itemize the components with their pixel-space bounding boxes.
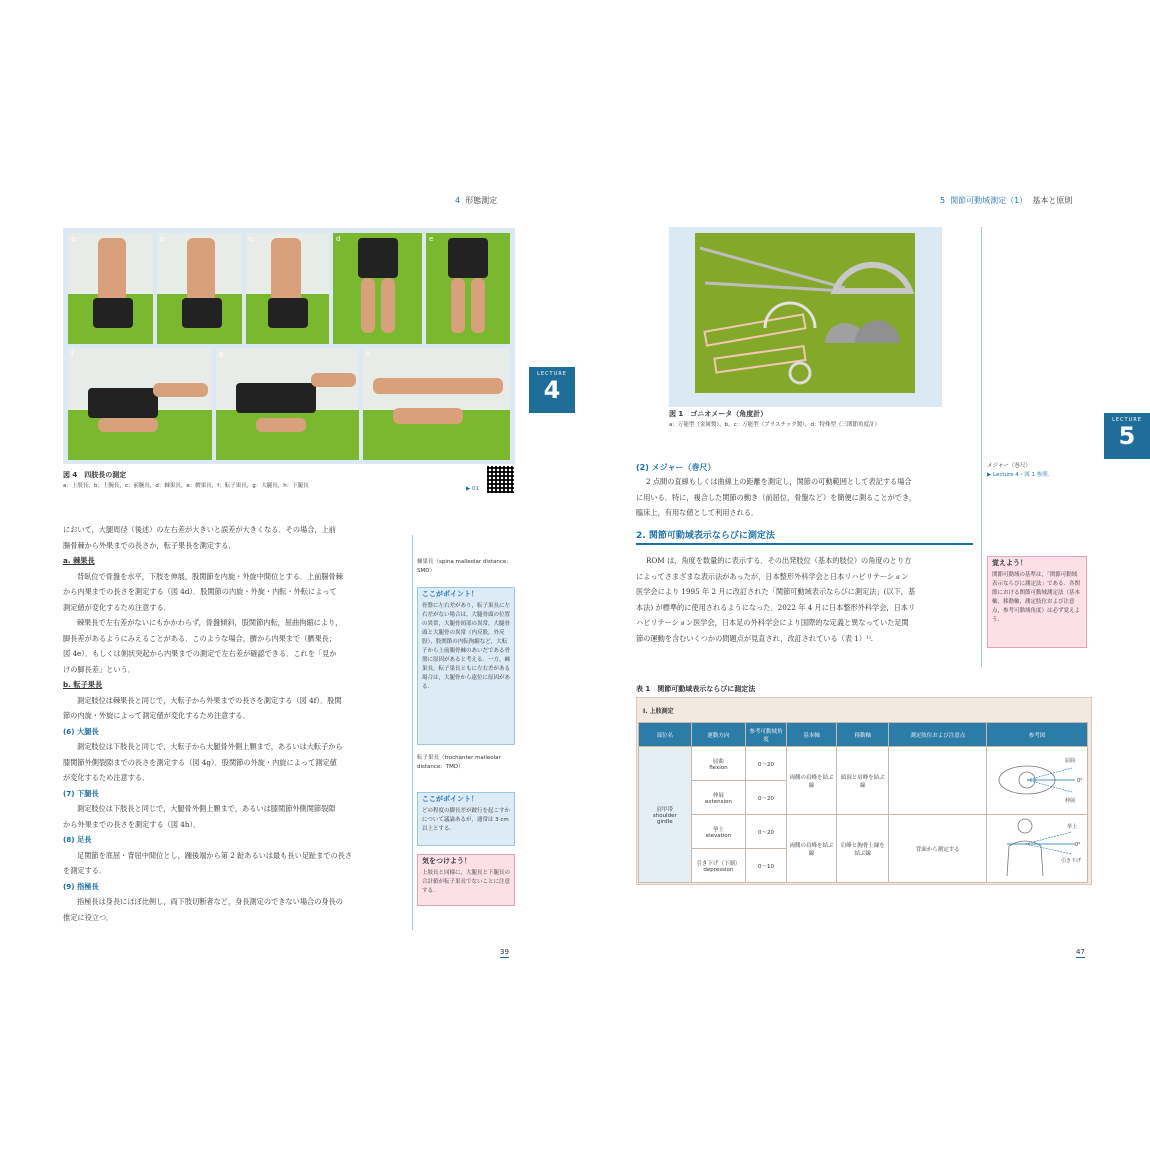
td-range-depression: 0〜10 (746, 849, 787, 883)
remember-head: 覚えよう！ (992, 559, 1027, 567)
photo-e: e (426, 233, 510, 344)
fig-label-flexion: 屈曲 (1065, 757, 1076, 764)
point-head-2: ここがポイント！ (422, 795, 478, 803)
td-base-axis-1: 両側の肩峰を結ぶ線 (786, 747, 836, 815)
td-ref-fig-2 (987, 815, 1088, 883)
th-move-axis: 移動軸 (837, 723, 889, 747)
td-motion-elevation: 挙上 elevation (691, 815, 746, 849)
tape-measure-text: 2 点間の直線もしくは曲線上の距離を測定し，関節の可動範囲として表記する場合 に用いる．特に，複合した関節の動き（前屈位，骨盤など）を簡便に測ることができ， 臨床上，有用な値として利用される． (636, 477, 917, 517)
shoulder-back-view-figure (987, 816, 1087, 880)
fig-label-depression: 引き下げ (1061, 857, 1082, 864)
fig-label-extension: 伸展 (1065, 797, 1076, 804)
lecture-5-tab: LECTURE 5 (1104, 413, 1150, 459)
th-motion: 運動方向 (691, 723, 746, 747)
goniometer-illustration (695, 233, 915, 393)
photo-f: f (68, 348, 212, 460)
table-1-section: I. 上肢測定 (643, 708, 674, 715)
right-running-head: 5 関節可動域測定（1） 基本と原則 (940, 196, 1073, 205)
tape-measure-side-note: メジャー（巻尺） ▶ Lecture 4・図 1 参照. (987, 463, 1050, 478)
right-margin-rule (981, 227, 982, 667)
th-ref-fig: 参考図 (987, 723, 1088, 747)
td-position-2: 背面から測定する (889, 815, 987, 883)
right-page-number: 47 (1076, 948, 1085, 956)
table-1-caption: 表 1 関節可動域表示ならびに測定法 (636, 685, 756, 693)
th-range: 参考可動域角度 (746, 723, 787, 747)
td-range-flexion: 0〜20 (746, 747, 787, 781)
left-margin-rule (412, 535, 413, 930)
qr-code (487, 466, 514, 493)
th-base-axis: 基本軸 (786, 723, 836, 747)
td-ref-fig-1 (987, 747, 1088, 815)
video-ref-link[interactable]: ▶ 01 (466, 486, 479, 492)
lecture-4-tab: LECTURE 4 (529, 367, 575, 413)
goniometer-photo (695, 233, 915, 393)
caution-box: 気をつけよう！ 上肢長と同様に，大腿長と下腿長の合計値が転子果長でないことに注意する． (417, 854, 515, 906)
left-running-head: 4 形態測定 (455, 196, 498, 205)
td-range-extension: 0〜20 (746, 781, 787, 815)
figure-1-caption-sub: a：万能型（金属製），b，c：万能型（プラスチック製），d：特殊型（三関節角度計） (669, 422, 880, 428)
photo-g: g (216, 348, 359, 460)
left-page-number: 39 (500, 948, 509, 956)
th-part: 部位名 (639, 723, 692, 747)
fig-label-zero-1: 0° (1077, 777, 1083, 784)
section-2-title: 2. 関節可動域表示ならびに測定法 (636, 528, 973, 545)
photo-c: c (246, 233, 329, 344)
point-box-2: ここがポイント！ どの程度の脚長差が跛行を起こすかについて議論あるが，通常は 3 cm 以上とする． (417, 792, 515, 846)
td-move-axis-1: 頭頂と肩峰を結ぶ線 (837, 747, 889, 815)
shoulder-top-view-figure (987, 750, 1087, 810)
point-box-1: ここがポイント！ 骨盤に左右差があり，転子果長に左右差がない場合は，大腿骨頭の位置の異常，大腿骨頸部の異常，大腿骨頭と大腿骨の異常（内反股，外反股），股関節の内転拘縮など，大転子から上前腸骨棘のあいだである骨盤に原因があると考える．一方，棘果長，転子果長ともに左右差がある場合は，大腿骨から遠位に原因がある． (417, 587, 515, 745)
point-head-1: ここがポイント！ (422, 590, 478, 598)
rom-table (638, 722, 1088, 883)
caution-head: 気をつけよう！ (422, 857, 471, 865)
td-motion-extension: 伸展 extension (691, 781, 746, 815)
figure-4-caption-title: 図 4 四肢長の測定 (63, 471, 127, 479)
td-motion-depression: 引き下げ（下制） depression (691, 849, 746, 883)
td-motion-flexion: 屈曲 flexion (691, 747, 746, 781)
td-position-1 (889, 747, 987, 815)
td-range-elevation: 0〜20 (746, 815, 787, 849)
photo-a: a (68, 233, 153, 344)
td-part-name: 肩甲帯 shoulder girdle (639, 747, 692, 883)
td-base-axis-2: 両側の肩峰を結ぶ線 (786, 815, 836, 883)
figure-4-caption-sub: a：上肢長，b：上腕長，c：前腕長，d：棘果長，e：臍果長，f：転子果長，g：大腿長，h：下腿長 (63, 483, 309, 489)
smd-note: 棘果長（spina malleolar distance：SMD） (417, 559, 512, 574)
remember-box: 覚えよう！ 関節可動域の基準は，「関節可動域表示ならびに測定法」である．各関節における関節可動域測定法（基本軸，移動軸，測定肢位および注意点，参考可動域角度）は必ず覚えよう． (987, 556, 1087, 648)
photo-b: b (157, 233, 242, 344)
tmd-note: 転子果長（trochanter malleolar distance：TMD） (417, 755, 501, 770)
photo-h: h (363, 348, 510, 460)
subsection-tape-measure: (2) メジャー（巻尺） (636, 463, 716, 472)
rom-text: ROM は，角度を数量的に表示する．その出発肢位（基本的肢位）の角度のとり方 によってさまざまな表示法があったが，日本整形外科学会と日本リハビリテーション 医学会により 1995 年 2 月に改訂された「関節可動域表示ならびに測定法」(以下，基 本法) が標準的に使用されるようになった．2022 年 4 月に日本整形外科学会，日本リ ハビリテーション医学会，日本足の外科学会により国際的な定義と異なっていた足関 節の運動を含むいくつかの問題点が見直され，改訂されている（表 1）¹⁾. (636, 556, 916, 643)
photo-d: d (333, 233, 422, 344)
figure-1-caption-title: 図 1 ゴニオメータ（角度計） (669, 410, 768, 418)
th-position: 測定肢位および注意点 (889, 723, 987, 747)
fig-label-elevation: 挙上 (1067, 823, 1078, 830)
fig-label-zero-2: 0° (1075, 841, 1081, 848)
td-move-axis-2: 肩峰と胸骨上縁を結ぶ線 (837, 815, 889, 883)
left-body-text: において，大腿周径（後述）の左右差が大きいと誤差が大きくなる．その場合，上前 腸骨棘から外果までの長さか，転子果長を測定する． a. 棘果長 背臥位で骨盤を水平，下肢を伸展，股関節を内旋・外旋中間位とする．上前腸骨棘 から内果までの長さを測定する（図 4d）．股関節の内旋・外旋・内転・外転によって 測定値が変化するため注意する． 棘果長で左右差がないにもかかわらず，骨盤傾斜，股関節内転，屈曲拘縮により， 脚長差があるようにみえることがある．このような場合，臍から内果まで（臍果長； 図 4e）．もしくは剣状突起から内果までの測定で左右差が確認できる．これを「見か けの脚長差」という． b. 転子果長 測定肢位は棘果長と同じで，大転子から外果までの長さを測定する（図 4f）．股関 節の内旋・外旋によって測定値が変化するため注意する． (6) 大腿長 測定肢位は下肢長と同じで，大転子から大腿骨外側上顆まで，あるいは大転子から 膝関節外側裂隙までの長さを測定する（図 4g）．股関節の外旋・内旋によって測定値 が変化するため注意する． (7) 下腿長 測定肢位は下肢長と同じで，大腿骨外側上顆まで，あるいは膝関節外側関節裂隙 から外果までの長さを測定する（図 4h）． (8) 足長 足関節を底屈・背屈中間位とし，踵後端から第 2 趾あるいは最も長い足趾までの長さ を測定する． (9) 指極長 指極長は身長にほぼ比例し，両下肢切断者など，身長測定のできない場合の身長の 推定に役立つ． (63, 525, 353, 922)
